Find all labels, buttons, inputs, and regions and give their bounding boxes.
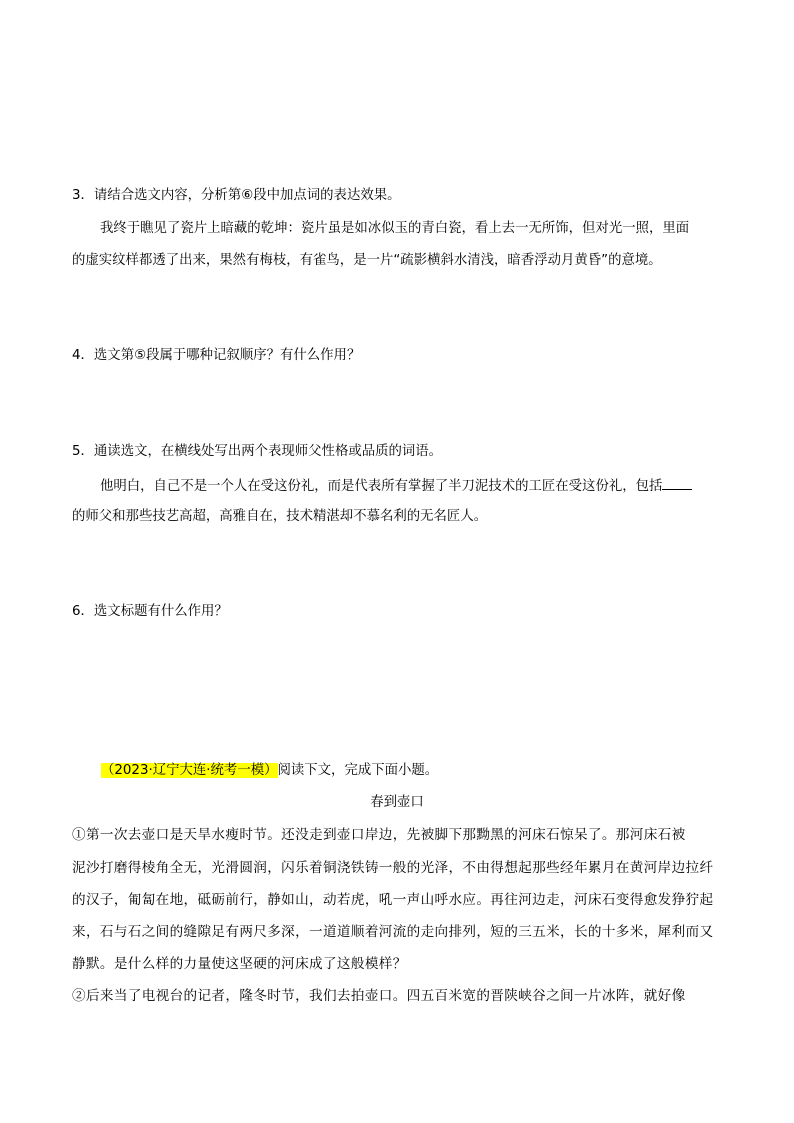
question-6-prompt: 6．选文标题有什么作用？ <box>72 604 228 619</box>
section-header <box>101 761 438 781</box>
question-4-prompt: 4．选文第⑤段属于哪种记叙顺序？有什么作用？ <box>72 348 361 363</box>
passage-line: 来，石与石之间的缝隙足有两尺多深，一道道顺着河流的走向排列，短的三五米，长的十多米，犀利而又 <box>72 924 714 940</box>
passage-title: 春到壶口 <box>370 795 424 810</box>
question-3-quote-line-1: 我终于瞧见了瓷片上暗藏的乾坤：瓷片虽是如冰似玉的青白瓷，看上去一无所饰，但对光一照，里面 <box>100 221 690 236</box>
passage-line: 静默。是什么样的力量使这坚硬的河床成了这般模样？ <box>72 956 407 972</box>
question-3-prompt: 3．请结合选文内容，分析第⑥段中加点词的表达效果。 <box>72 188 401 203</box>
source-tag: （2023·辽宁大连·统考一模） <box>101 763 278 778</box>
answer-blank[interactable] <box>662 475 692 490</box>
section-instruction: 阅读下文，完成下面小题。 <box>277 763 439 778</box>
passage-line: 的汉子，匍匐在地，砥砺前行，静如山，动若虎，吼一声山呼水应。再往河边走，河床石变得愈发狰狞起 <box>72 892 714 908</box>
passage-line: ②后来当了电视台的记者，隆冬时节，我们去拍壶口。四五百米宽的晋陕峡谷之间一片冰阵，就好像 <box>72 988 686 1004</box>
question-5-line-1-text: 他明白，自己不是一个人在受这份礼，而是代表所有掌握了半刀泥技术的工匠在受这份礼，包括 <box>100 479 663 494</box>
question-5-line-2: 的师父和那些技艺高超，高雅自在，技术精湛却不慕名利的无名匠人。 <box>72 509 488 524</box>
question-5-prompt: 5．通读选文，在横线处写出两个表现师父性格或品质的词语。 <box>72 444 443 459</box>
passage-line: ①第一次去壶口是天旱水瘦时节。还没走到壶口岸边，先被脚下那黝黑的河床石惊呆了。那河床石被 <box>72 827 686 843</box>
question-5-line-1 <box>100 475 692 497</box>
passage-line: 泥沙打磨得棱角全无，光滑圆润，闪乐着铜浇铁铸一般的光泽，不由得想起那些经年累月在黄河岸边拉纤 <box>72 860 714 876</box>
question-3-quote-line-2: 的虚实纹样都透了出来，果然有梅枝，有雀鸟，是一片“疏影横斜水清浅，暗香浮动月黄昏”的意境。 <box>72 253 662 268</box>
